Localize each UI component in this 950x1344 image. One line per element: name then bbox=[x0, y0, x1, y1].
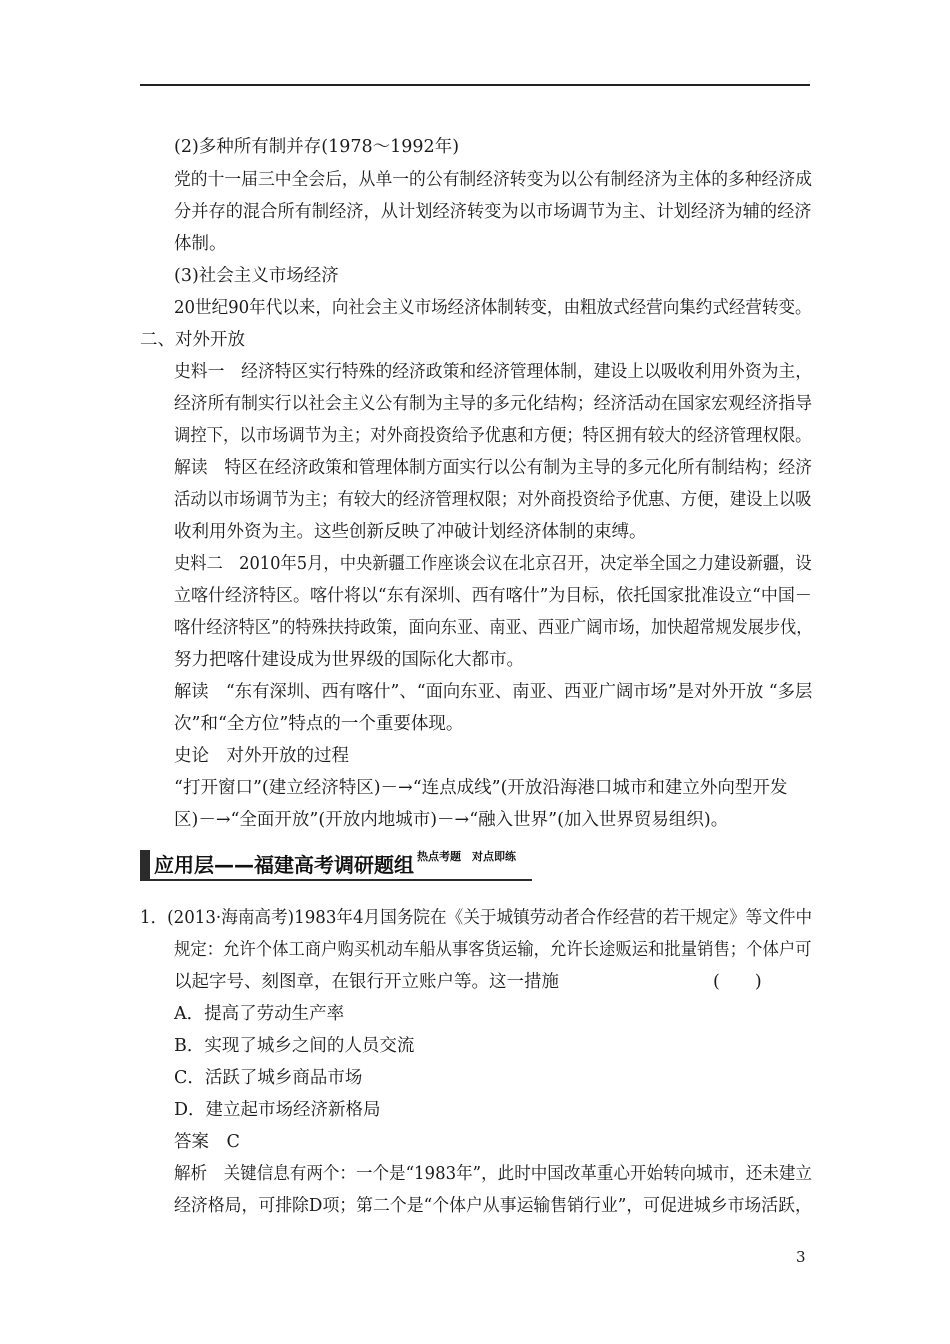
source-two-line: 立喀什经济特区。喀什将以“东有深圳、西有喀什”为目标，依托国家批准设立“中国－ bbox=[174, 586, 812, 606]
analysis-line: 解析 关键信息有两个：一个是“1983年”，此时中国改革重心开始转向城市，还未建立 bbox=[174, 1164, 812, 1184]
page-number: 3 bbox=[796, 1248, 806, 1266]
source-two-line: 努力把喀什建设成为世界级的国际化大都市。 bbox=[174, 650, 524, 670]
option-c: C．活跃了城乡商品市场 bbox=[174, 1068, 363, 1088]
historical-argument-title: 史论 对外开放的过程 bbox=[174, 746, 349, 766]
section-heading-opening-up: 二、对外开放 bbox=[140, 330, 245, 350]
source-one-line: 调控下，以市场调节为主；对外商投资给予优惠和方便；特区拥有较大的经济管理权限。 bbox=[174, 426, 812, 446]
source-one-line: 史料一 经济特区实行特殊的经济政策和经济管理体制，建设上以吸收利用外资为主， bbox=[174, 362, 813, 382]
option-a: A．提高了劳动生产率 bbox=[174, 1004, 345, 1024]
paragraph-line: 分并存的混合所有制经济，从计划经济转变为以市场调节为主、计划经济为辅的经济 bbox=[174, 202, 812, 222]
question-stem-line: 规定：允许个体工商户购买机动车船从事客货运输，允许长途贩运和批量销售；个体户可 bbox=[174, 940, 812, 960]
section-banner bbox=[140, 850, 532, 880]
subheading-market-economy: (3)社会主义市场经济 bbox=[174, 266, 339, 286]
interpretation-line: 活动以市场调节为主；有较大的经济管理权限；对外商投资给予优惠、方便，建设上以吸 bbox=[174, 490, 812, 510]
answer-blank: ( ) bbox=[713, 972, 762, 992]
interpretation-line: 次”和“全方位”特点的一个重要体现。 bbox=[174, 714, 464, 734]
interpretation-line: 收利用外资为主。这些创新反映了冲破计划经济体制的束缚。 bbox=[174, 522, 647, 542]
subheading-diverse-ownership: (2)多种所有制并存(1978～1992年) bbox=[174, 137, 460, 157]
option-d: D．建立起市场经济新格局 bbox=[174, 1100, 381, 1120]
source-two-line: 喀什经济特区”的特殊扶持政策，面向东亚、南亚、西亚广阔市场，加快超常规发展步伐， bbox=[174, 618, 813, 638]
question-stem-line: 以起字号、刻图章，在银行开立账户等。这一措施 bbox=[174, 972, 559, 992]
header-rule bbox=[140, 84, 810, 86]
source-two-line: 史料二 2010年5月，中央新疆工作座谈会议在北京召开，决定举全国之力建设新疆，设 bbox=[174, 554, 812, 574]
banner-title: 应用层——福建高考调研题组 bbox=[154, 853, 414, 877]
answer-line: 答案 C bbox=[174, 1132, 240, 1152]
opening-process-line: 区)－→“全面开放”(开放内地城市)－→“融入世界”(加入世界贸易组织)。 bbox=[174, 810, 729, 830]
paragraph-line: 20世纪90年代以来，向社会主义市场经济体制转变，由粗放式经营向集约式经营转变。 bbox=[174, 298, 812, 318]
banner-subtitle: 热点考题 对点即练 bbox=[417, 850, 516, 863]
interpretation-line: 解读 特区在经济政策和管理体制方面实行以公有制为主导的多元化所有制结构；经济 bbox=[174, 458, 813, 478]
question-stem-line: 1．(2013·海南高考)1983年4月国务院在《关于城镇劳动者合作经营的若干规定》等文件中 bbox=[140, 908, 813, 928]
paragraph-line: 体制。 bbox=[174, 234, 227, 254]
interpretation-line: 解读 “东有深圳、西有喀什”、“面向东亚、南亚、西亚广阔市场”是对外开放 “多层 bbox=[174, 682, 813, 702]
source-one-line: 经济所有制实行以社会主义公有制为主导的多元化结构；经济活动在国家宏观经济指导 bbox=[174, 394, 813, 414]
banner-accent-bar bbox=[140, 850, 150, 880]
banner-underline bbox=[140, 879, 532, 881]
analysis-line: 经济格局，可排除D项；第二个是“个体户从事运输售销行业”，可促进城乡市场活跃， bbox=[174, 1196, 812, 1216]
paragraph-line: 党的十一届三中全会后，从单一的公有制经济转变为以公有制经济为主体的多种经济成 bbox=[174, 170, 813, 190]
option-b: B．实现了城乡之间的人员交流 bbox=[174, 1036, 415, 1056]
opening-process-line: “打开窗口”(建立经济特区)－→“连点成线”(开放沿海港口城市和建立外向型开发 bbox=[174, 778, 788, 798]
